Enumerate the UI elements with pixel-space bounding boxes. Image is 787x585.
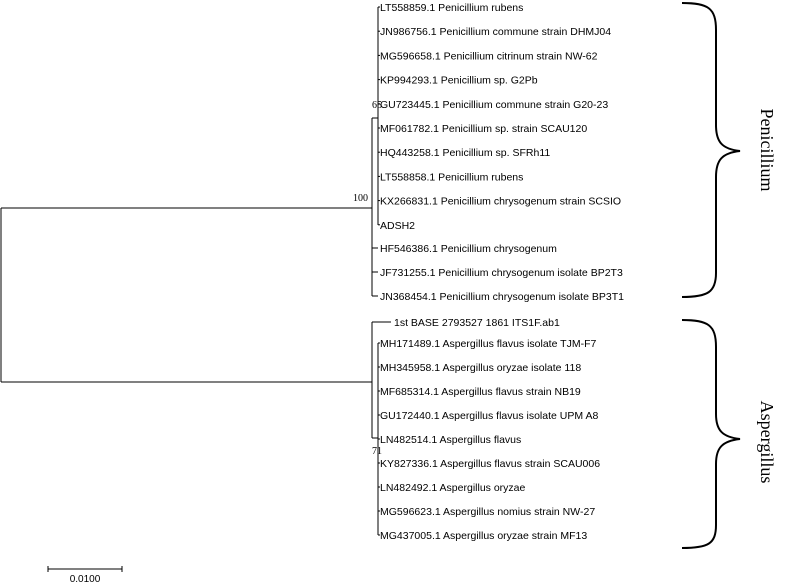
penicillium-brace bbox=[682, 3, 740, 297]
penicillium-inner-taxa bbox=[378, 2, 621, 232]
taxon-label: KP994293.1 Penicillium sp. G2Pb bbox=[380, 74, 538, 87]
aspergillus-genus-label: Aspergillus bbox=[757, 400, 777, 484]
taxon-label: JN368454.1 Penicillium chrysogenum isolate BP3T1 bbox=[380, 291, 624, 303]
taxon-label: MG596623.1 Aspergillus nomius strain NW-27 bbox=[380, 506, 596, 518]
taxon-label: GU172440.1 Aspergillus flavus isolate UPM A8 bbox=[380, 410, 599, 422]
taxon-label: LT558858.1 Penicillium rubens bbox=[380, 171, 524, 184]
taxon-label: JF731255.1 Penicillium chrysogenum isolate BP2T3 bbox=[380, 267, 623, 279]
taxon-label: MF061782.1 Penicillium sp. strain SCAU120 bbox=[380, 123, 588, 135]
taxon-label: LN482492.1 Aspergillus oryzae bbox=[380, 482, 526, 494]
penicillium-genus-label: Penicillium bbox=[757, 108, 777, 192]
taxon-label: GU723445.1 Penicillium commune strain G20-23 bbox=[380, 98, 609, 111]
bootstrap-value: 71 bbox=[372, 446, 382, 457]
taxon-label: KY827336.1 Aspergillus flavus strain SCAU006 bbox=[380, 458, 601, 470]
taxon-label: MF685314.1 Aspergillus flavus strain NB19 bbox=[380, 386, 581, 398]
scale-bar-label: 0.0100 bbox=[69, 574, 101, 585]
taxon-label: JN986756.1 Penicillium commune strain DHMJ04 bbox=[380, 26, 612, 39]
aspergillus-brace bbox=[682, 320, 740, 548]
taxon-label: KX266831.1 Penicillium chrysogenum strain SCSIO bbox=[380, 195, 622, 208]
taxon-label: ADSH2 bbox=[380, 219, 416, 232]
taxon-label: LN482514.1 Aspergillus flavus bbox=[380, 434, 522, 446]
query-sequence-label: 1st BASE 2793527 1861 ITS1F.ab1 bbox=[394, 317, 560, 329]
bootstrap-value: 100 bbox=[353, 193, 368, 204]
taxon-label: MG596658.1 Penicillium citrinum strain NW-62 bbox=[380, 50, 598, 63]
taxon-label: HQ443258.1 Penicillium sp. SFRh11 bbox=[380, 147, 551, 160]
penicillium-outer-taxa bbox=[380, 243, 624, 303]
taxon-label: MG437005.1 Aspergillus oryzae strain MF13 bbox=[380, 530, 588, 542]
taxon-label: LT558859.1 Penicillium rubens bbox=[380, 2, 524, 14]
aspergillus-taxa bbox=[378, 338, 600, 542]
taxon-label: HF546386.1 Penicillium chrysogenum bbox=[380, 243, 557, 255]
taxon-label: MH171489.1 Aspergillus flavus isolate TJM-F7 bbox=[380, 338, 597, 350]
bootstrap-value: 65 bbox=[372, 100, 382, 111]
taxon-label: MH345958.1 Aspergillus oryzae isolate 118 bbox=[380, 362, 582, 374]
